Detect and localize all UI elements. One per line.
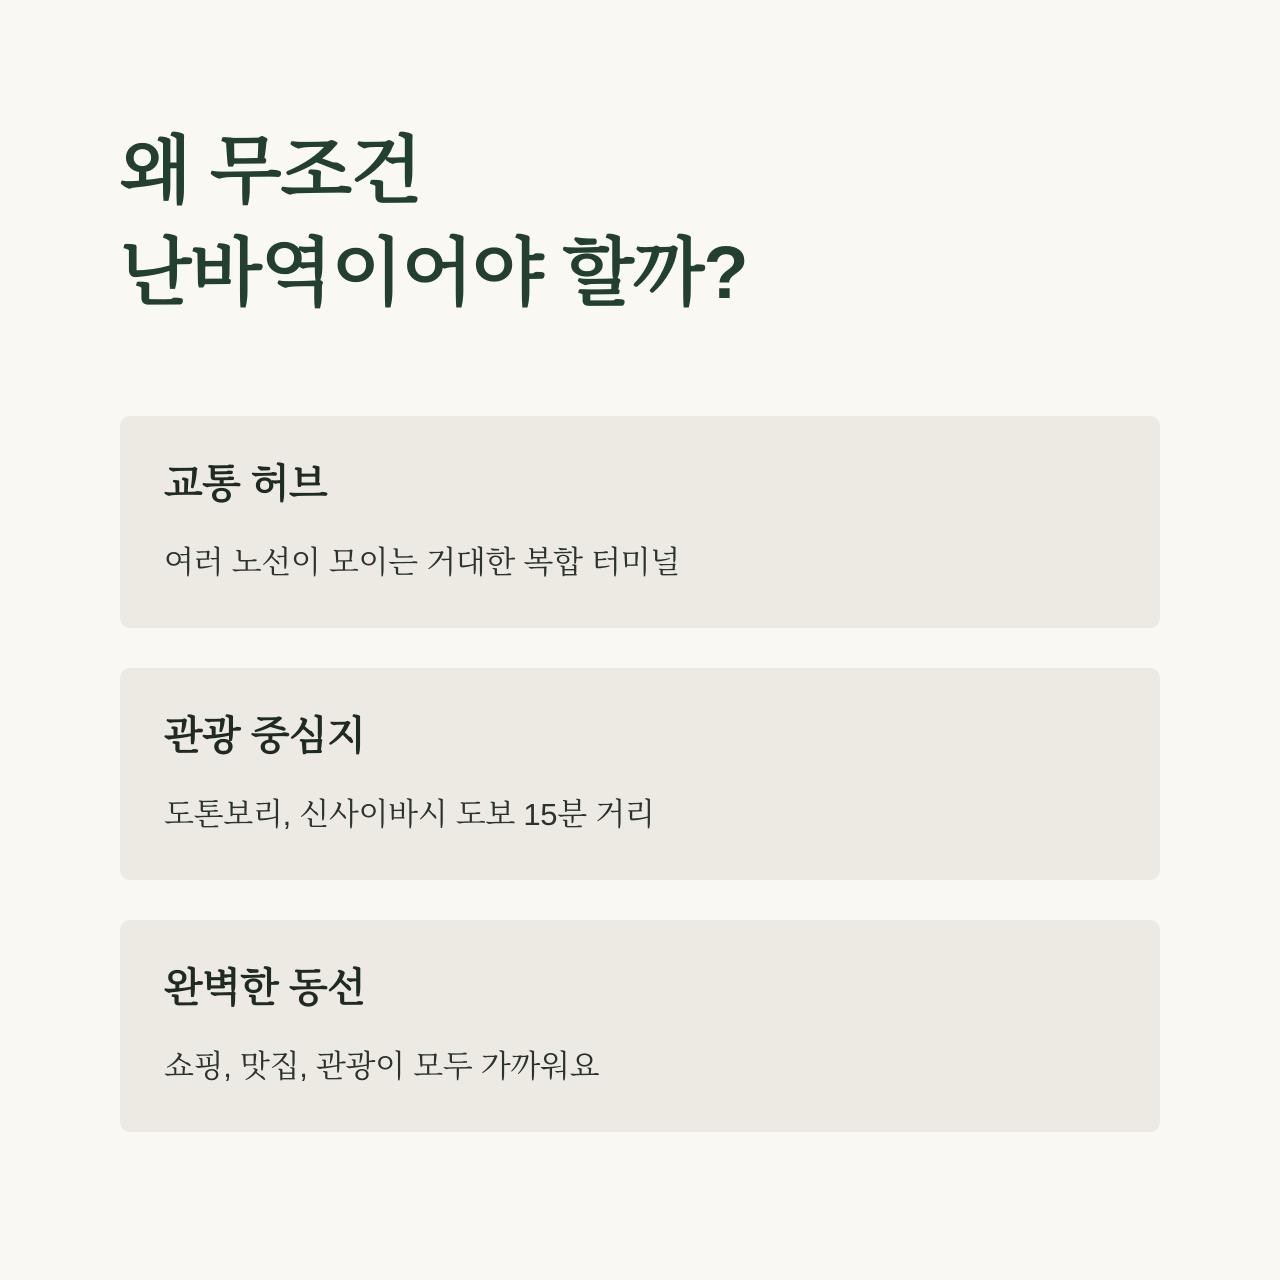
card-title: 관광 중심지 xyxy=(164,714,366,759)
card-title: 완벽한 동선 xyxy=(164,966,366,1011)
card-description: 여러 노선이 모이는 거대한 복합 터미널 xyxy=(164,545,680,581)
benefit-card-perfect-route xyxy=(120,920,1160,1132)
benefit-card-transport-hub xyxy=(120,416,1160,628)
benefit-card-tourism-center xyxy=(120,668,1160,880)
page-title-line-1: 왜 무조건 xyxy=(120,129,422,212)
page-title xyxy=(120,120,1160,324)
card-description: 쇼핑, 맛집, 관광이 모두 가까워요 xyxy=(164,1049,600,1085)
benefit-card-list xyxy=(120,416,1160,1132)
page-title-line-2: 난바역이어야 할까? xyxy=(120,231,748,315)
card-description: 도톤보리, 신사이바시 도보 15분 거리 xyxy=(164,797,655,833)
card-title: 교통 허브 xyxy=(164,462,328,507)
